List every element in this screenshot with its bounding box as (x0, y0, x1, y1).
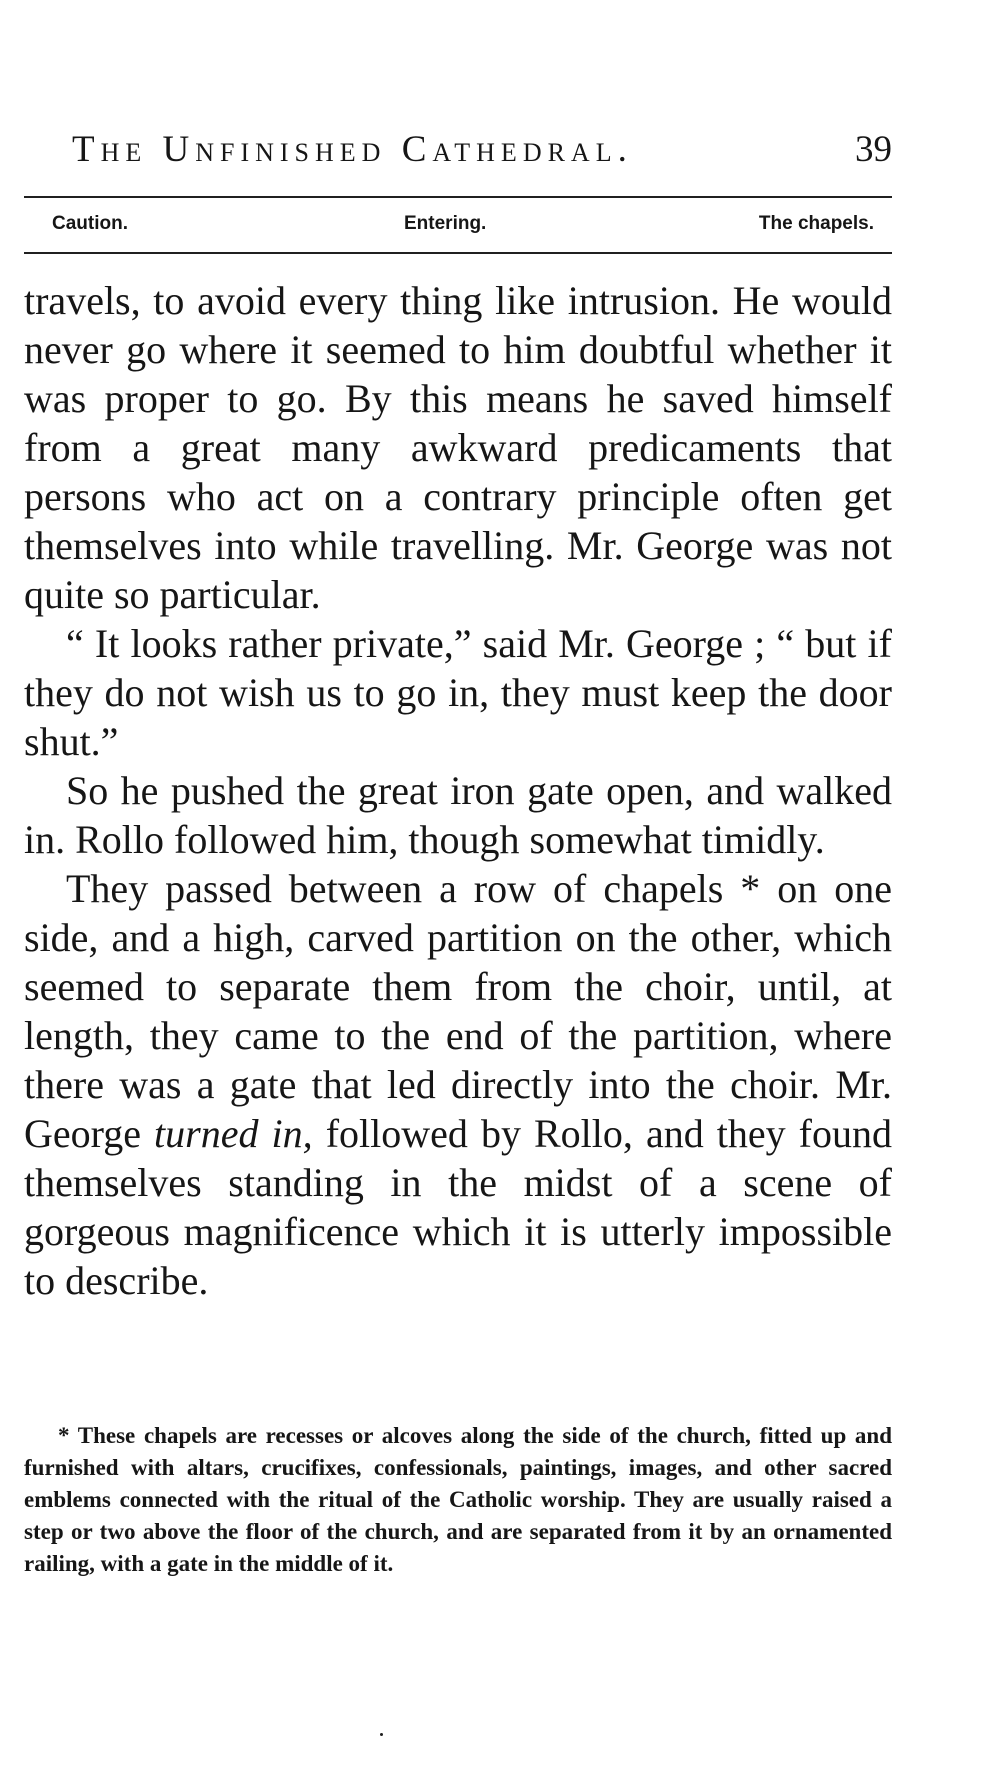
turned-in-emphasis: turned in, (154, 1111, 313, 1156)
running-title: The Unfinished Cathedral. (72, 129, 633, 170)
topic-chapels: The chapels. (758, 213, 874, 234)
topic-entering: Entering. (404, 213, 487, 234)
print-mark (380, 1733, 383, 1736)
page-number: 39 (855, 129, 892, 170)
choir-scene-text-end: followed by Rollo, and they found themselves standing in the midst of a scene of gorgeous magnificence which it is utterly impossible to describe. (24, 1111, 892, 1303)
paragraph-iron-gate: So he pushed the great iron gate open, and walked in. Rollo followed him, though somewhat timidly. (24, 768, 892, 862)
topic-line (24, 208, 892, 240)
running-header (72, 126, 892, 174)
header-bottom-rule (24, 252, 892, 254)
footnote-text: * These chapels are recesses or alcoves along the side of the church, fitted up and furnished with altars, crucifixes, confessionals, paintings, images, and other sacred emblems connected with the ritual of the Catholic worship. They are usually raised a step or two above the floor of the church, and are separated from it by an ornamented railing, with a gate in the middle of it. (24, 1423, 892, 1576)
topic-caution: Caution. (52, 213, 128, 234)
header-top-rule (24, 196, 892, 198)
main-text (24, 276, 892, 1305)
choir-scene-text-start: They passed between a row of chapels * on one side, and a high, carved partition on the other, which seemed to separate them from the choir, until, at length, they came to the end of the partition, where there was a gate that led directly into the choir. Mr. George (24, 866, 892, 1156)
chapels-footnote (24, 1420, 892, 1580)
paragraph-choir-scene (24, 864, 892, 1305)
paragraph-private-door: “ It looks rather private,” said Mr. George ; “ but if they do not wish us to go in, they must keep the door shut.” (24, 621, 892, 764)
paragraph-intrusion: travels, to avoid every thing like intrusion. He would never go where it seemed to him doubtful whether it was proper to go. By this means he saved himself from a great many awkward predicaments that persons who act on a contrary principle often get themselves into while travelling. Mr. George was not quite so particular. (24, 278, 892, 617)
